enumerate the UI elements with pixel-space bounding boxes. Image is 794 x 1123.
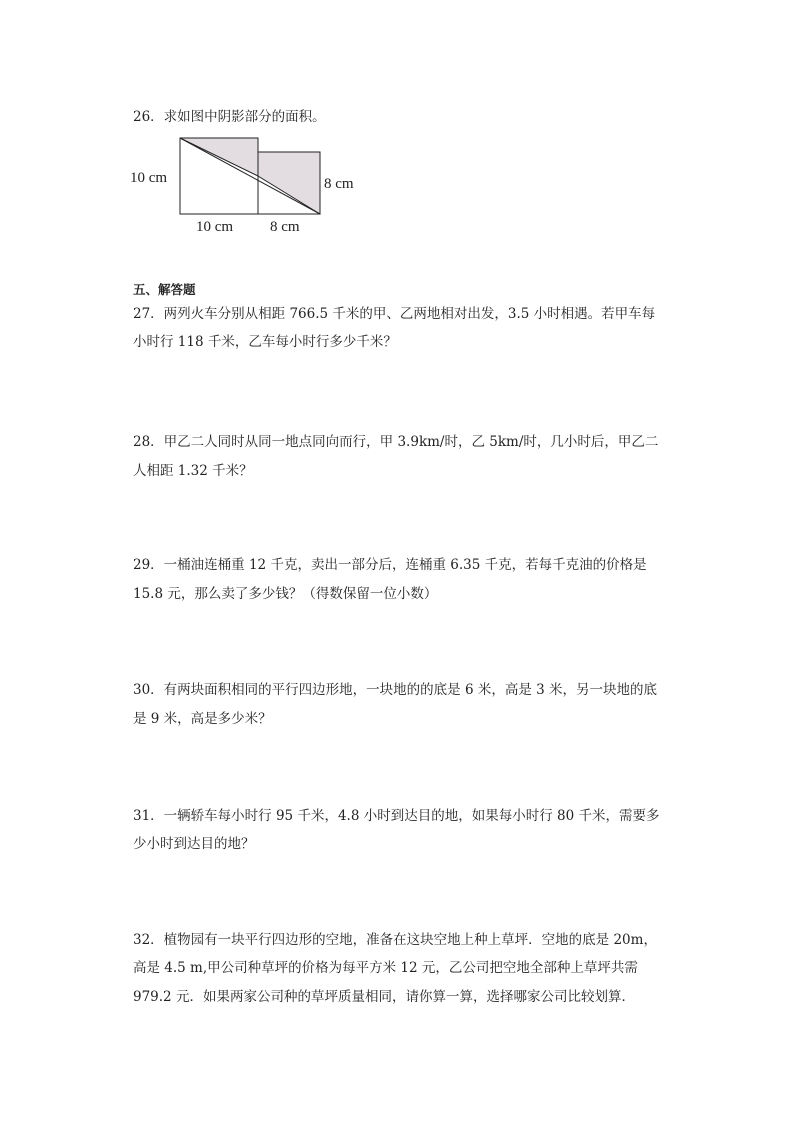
question-27-line-1: 27．两列火车分别从相距 766.5 千米的甲、乙两地相对出发，3.5 小时相遇。若甲车每 <box>133 306 656 322</box>
label-right-height: 8 cm <box>324 176 354 192</box>
question-28-line-2: 人相距 1.32 千米？ <box>133 463 253 479</box>
shaded-area-figure <box>126 130 376 240</box>
question-32-line-2: 高是 4.5 m,甲公司种草坪的价格为每平方米 12 元，乙公司把空地全部种上草坪共需 <box>133 960 638 976</box>
question-31-line-2: 少小时到达目的地？ <box>133 836 255 852</box>
question-28-line-1: 28．甲乙二人同时从同一地点同向而行，甲 3.9km/时，乙 5km/时，几小时后，甲乙二 <box>133 434 659 450</box>
question-32-line-3: 979.2 元．如果两家公司种的草坪质量相同，请你算一算，选择哪家公司比较划算． <box>133 989 635 1005</box>
question-27-line-2: 小时行 118 千米，乙车每小时行多少千米？ <box>133 334 397 350</box>
section-heading: 五、解答题 <box>133 282 196 297</box>
question-30-line-1: 30．有两块面积相同的平行四边形地，一块地的的底是 6 米，高是 3 米，另一块地的底 <box>133 682 658 698</box>
shaded-region-right <box>258 152 320 214</box>
question-26: 26．求如图中阴影部分的面积。 <box>133 109 326 125</box>
question-29-line-1: 29．一桶油连桶重 12 千克，卖出一部分后，连桶重 6.35 千克，若每千克油的价格是 <box>133 557 647 573</box>
question-31-line-1: 31．一辆轿车每小时行 95 千米，4.8 小时到达目的地，如果每小时行 80 千米，需要多 <box>133 808 660 824</box>
shaded-triangle-upper <box>180 138 258 176</box>
label-left-height: 10 cm <box>130 170 168 186</box>
label-right-base: 8 cm <box>270 219 300 235</box>
question-32-line-1: 32．植物园有一块平行四边形的空地，准备在这块空地上种上草坪．空地的底是 20m， <box>133 932 657 948</box>
question-29-line-2: 15.8 元，那么卖了多少钱？（得数保留一位小数） <box>133 586 438 602</box>
label-left-base: 10 cm <box>196 219 234 235</box>
question-30-line-2: 是 9 米，高是多少米？ <box>133 711 272 727</box>
